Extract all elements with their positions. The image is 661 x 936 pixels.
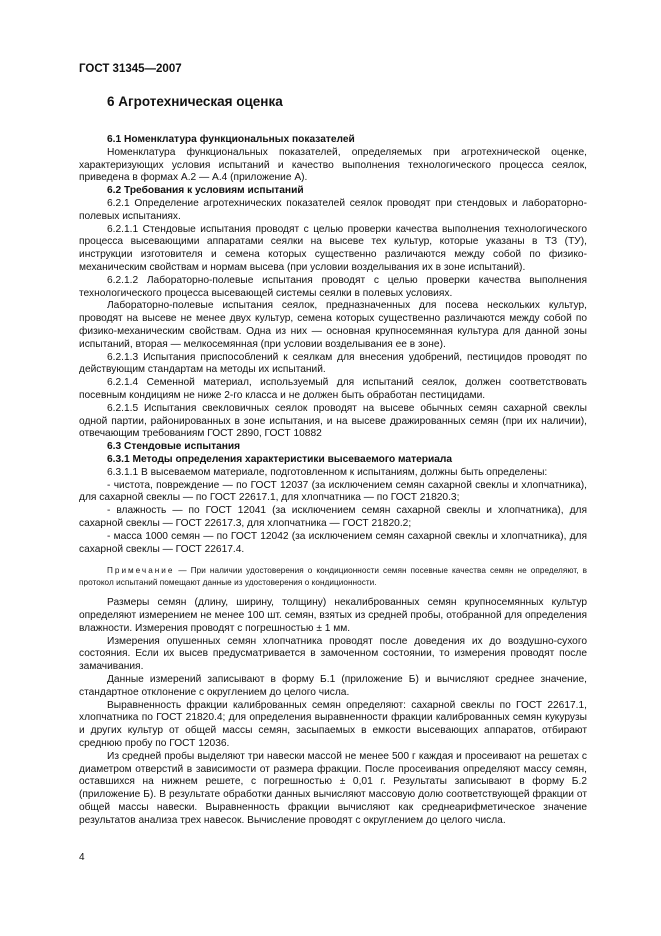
paragraph-list <box>79 134 587 556</box>
paragraph-p8: 6.2.1.3 Испытания приспособлений к сеялкам для внесения удобрений, пестицидов проводят по действующим стандартам на методы их испытаний. <box>79 351 587 376</box>
paragraph-p4: 6.2.1 Определение агротехнических показателей сеялок проводят при стендовых и лабораторно-полевых испытаниях. <box>79 197 587 222</box>
paragraph-p9: 6.2.1.4 Семенной материал, используемый для испытаний сеялок, должен соответствовать посевным кондициям не ниже 2-го класса и не должен быть обработан пестицидами. <box>79 377 587 401</box>
paragraph-p13: 6.3.1.1 В высеваемом материале, подготовленном к испытаниям, должны быть определены: <box>107 466 548 478</box>
paragraph-p10: 6.2.1.5 Испытания свекловичных сеялок проводят на высеве обычных семян сахарной свеклы одной партии, районированных в зоне испытания, и на высеве дражированных семян (при их наличии), отвечающим требованиям ГОСТ 2890, ГОСТ 10882 <box>79 402 587 440</box>
note-paragraph <box>79 565 587 588</box>
note-text: — При наличии удостоверения о кондиционности семян посевные качества семян не определяют, в протокол испытаний помещают данные из удостоверения о кондиционности. <box>79 566 587 587</box>
paragraph-p12: 6.3.1 Методы определения характеристики высеваемого материала <box>107 453 453 465</box>
paragraph-p11: 6.3 Стендовые испытания <box>107 441 241 453</box>
paragraph-list-2 <box>79 597 587 827</box>
paragraph-p7: Лабораторно-полевые испытания сеялок, предназначенных для посева нескольких культур, проводят на высеве не менее двух культур, семена которых существенно различаются между собой по физико-механическим свойствам. Одна из них — основная крупносемянная культура для данной зоны испытаний, вторая — мелкосемянная (при условии возделывания ее в зоне). <box>79 300 587 350</box>
paragraph-p1: 6.1 Номенклатура функциональных показателей <box>107 134 355 145</box>
section-title: 6 Агротехническая оценка <box>107 94 283 109</box>
document-code-header: ГОСТ 31345—2007 <box>79 63 182 75</box>
paragraph-p5: 6.2.1.1 Стендовые испытания проводят с целью проверки качества выполнения технологического процесса высевающими аппаратами сеялки на высеве тех культур, которые указаны в ТЗ (ТУ), инструкции изготовителя и семена которых существенно различаются между собой по физико-механическим свойствам и нормам высева (при условии возделывания их в зоне испытаний). <box>79 223 587 273</box>
paragraph-q5: Из средней пробы выделяют три навески массой не менее 500 г каждая и просеивают на решетах с диаметром отверстий в зависимости от размера фракции. После просеивания определяют массу семян, оставшихся на нижнем решете, с погрешностью ± 0,01 г. Результаты записывают в форму Б.2 (приложение Б). В результате обработки данных вычисляют массовую долю соответствующей фракции от общей массы навески. Выравненность фракции вычисляют как среднеарифметическое значение результатов анализа трех навесок. Вычисление проводят с округлением до целого числа. <box>79 750 587 826</box>
page-number: 4 <box>79 852 85 863</box>
paragraph-p6: 6.2.1.2 Лабораторно-полевые испытания проводят с целью проверки качества выполнения технологического процесса высевающей системы сеялки в полевых условиях. <box>79 274 587 299</box>
paragraph-q3: Данные измерений записывают в форму Б.1 (приложение Б) и вычисляют среднее значение, стандартное отклонение с округлением до целого числа. <box>79 674 587 698</box>
paragraph-p16: - масса 1000 семян — по ГОСТ 12042 (за исключением семян сахарной свеклы и хлопчатника), для сахарной свеклы — ГОСТ 22617.4. <box>79 530 587 555</box>
paragraph-q1: Размеры семян (длину, ширину, толщину) некалиброванных семян крупносемянных культур определяют измерением не менее 100 шт. семян, взятых из средней пробы, отобранной для определения влажности. Измерения проводят с погрешностью ± 1 мм. <box>79 597 587 634</box>
paragraph-p14: - чистота, повреждение — по ГОСТ 12037 (за исключением семян сахарной свеклы и хлопчатника), для сахарной свеклы — по ГОСТ 22617.1, для хлопчатника — по ГОСТ 21820.3; <box>79 479 587 504</box>
paragraph-q4: Выравненность фракции калиброванных семян определяют: сахарной свеклы по ГОСТ 22617.1, хлопчатника по ГОСТ 21820.4; для определения выравненности фракции калиброванных семян кукурузы и других культур от общей массы семян, засыпаемых в емкости высевающих аппаратов, отбирают среднюю пробу по ГОСТ 12036. <box>79 699 587 750</box>
paragraph-q2: Измерения опушенных семян хлопчатника проводят после доведения их до воздушно-сухого состояния. Если их высев предусматривается в замоченном состоянии, то измерения проводят после замачивания. <box>79 635 587 673</box>
paragraph-p15: - влажность — по ГОСТ 12041 (за исключением семян сахарной свеклы и хлопчатника), для сахарной свеклы — ГОСТ 22617.3, для хлопчатника — ГОСТ 21820.2; <box>79 505 587 529</box>
document-body <box>79 126 587 828</box>
paragraph-p3: 6.2 Требования к условиям испытаний <box>107 185 304 197</box>
paragraph-p2: Номенклатура функциональных показателей, определяемых при агротехнической оценке, характеризующих условия испытаний и качество выполнения технологического процесса сеялок, приведена в формах А.2 — А.4 (приложение А). <box>79 146 587 184</box>
note-label: Примечание <box>107 566 175 576</box>
